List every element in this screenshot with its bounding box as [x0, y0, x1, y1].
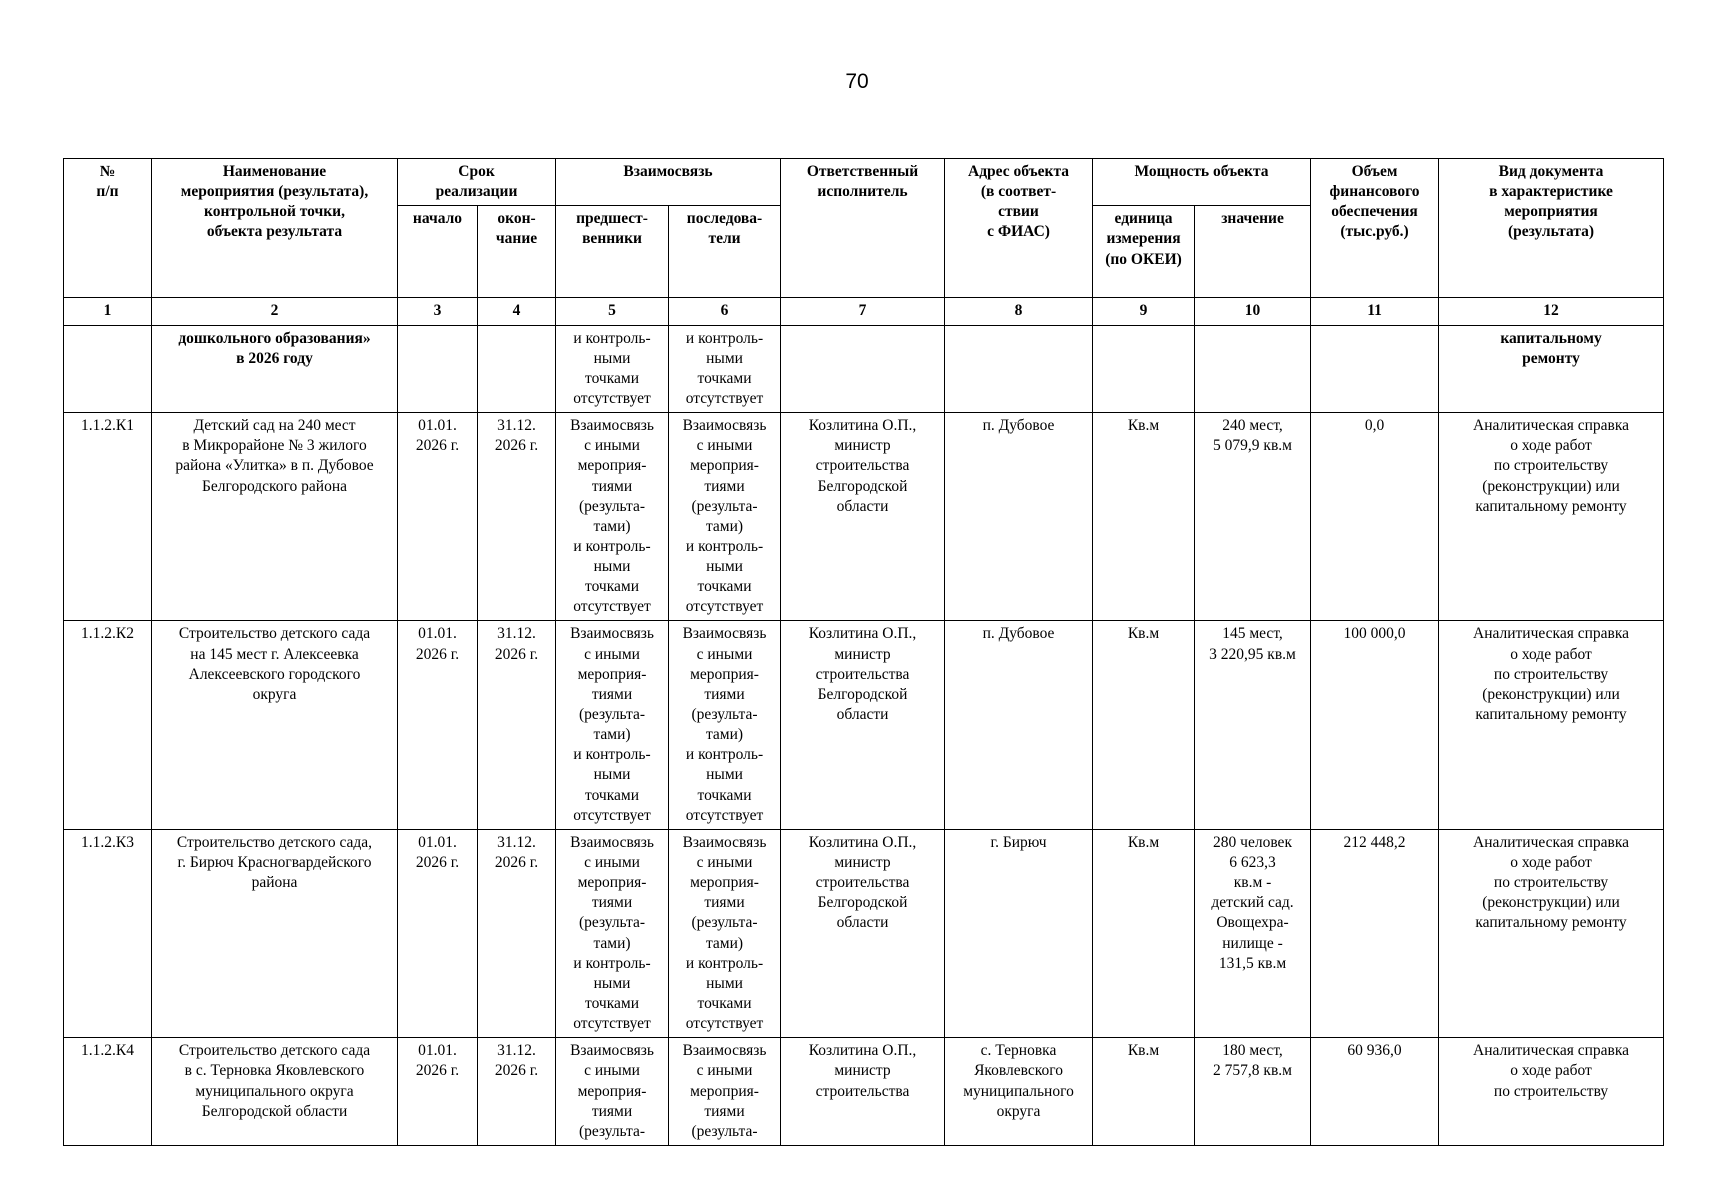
column-number-row — [64, 298, 1664, 325]
cell-unit: Кв.м — [1093, 413, 1195, 621]
cell-empty — [478, 325, 556, 413]
cell-document: Аналитическая справка о ходе работ по строительству (реконструкции) или капитальному ремонту — [1439, 829, 1664, 1037]
cell-end: 31.12. 2026 г. — [478, 413, 556, 621]
column-number: 8 — [945, 298, 1093, 325]
table-row — [64, 413, 1664, 621]
cell-prev: Взаимосвязь с иными мероприя- тиями (результа- — [556, 1038, 669, 1146]
cell-value: 280 человек 6 623,3 кв.м - детский сад. Овощехра- нилище - 131,5 кв.м — [1195, 829, 1311, 1037]
header-link-next: последова- тели — [669, 206, 781, 298]
cell-next: Взаимосвязь с иными мероприя- тиями (результа- тами) и контроль- ными точками отсутствует — [669, 621, 781, 829]
cell-finance: 212 448,2 — [1311, 829, 1439, 1037]
header-link: Взаимосвязь — [556, 159, 781, 206]
header-address: Адрес объекта (в соответ- ствии с ФИАС) — [945, 159, 1093, 298]
cell-empty — [1195, 325, 1311, 413]
column-number: 12 — [1439, 298, 1664, 325]
cell-finance: 0,0 — [1311, 413, 1439, 621]
header-power-value: значение — [1195, 206, 1311, 298]
header-finance: Объем финансового обеспечения (тыс.руб.) — [1311, 159, 1439, 298]
cell-empty — [64, 325, 152, 413]
cell-name: Строительство детского сада на 145 мест г. Алексеевка Алексеевского городского округа — [152, 621, 398, 829]
column-number: 4 — [478, 298, 556, 325]
cell-next: Взаимосвязь с иными мероприя- тиями (результа- тами) и контроль- ными точками отсутствует — [669, 413, 781, 621]
cell-end: 31.12. 2026 г. — [478, 1038, 556, 1146]
column-number: 6 — [669, 298, 781, 325]
cell-empty — [398, 325, 478, 413]
cell-empty — [1311, 325, 1439, 413]
header-link-prev: предшест- венники — [556, 206, 669, 298]
column-number: 9 — [1093, 298, 1195, 325]
table-row — [64, 829, 1664, 1037]
header-term-start: начало — [398, 206, 478, 298]
cell-name: Строительство детского сада, г. Бирюч Красногвардейского района — [152, 829, 398, 1037]
cell-next: Взаимосвязь с иными мероприя- тиями (результа- — [669, 1038, 781, 1146]
header-power: Мощность объекта — [1093, 159, 1311, 206]
cell-start: 01.01. 2026 г. — [398, 1038, 478, 1146]
cell-document: капитальному ремонту — [1439, 325, 1664, 413]
header-term: Срок реализации — [398, 159, 556, 206]
cell-responsible: Козлитина О.П., министр строительства — [781, 1038, 945, 1146]
cell-responsible: Козлитина О.П., министр строительства Белгородской области — [781, 413, 945, 621]
events-table — [63, 158, 1664, 1146]
header-power-unit: единица измерения (по ОКЕИ) — [1093, 206, 1195, 298]
cell-prev: Взаимосвязь с иными мероприя- тиями (результа- тами) и контроль- ными точками отсутствует — [556, 829, 669, 1037]
cell-unit: Кв.м — [1093, 621, 1195, 829]
cell-start: 01.01. 2026 г. — [398, 621, 478, 829]
header-term-end: окон- чание — [478, 206, 556, 298]
table-row — [64, 621, 1664, 829]
cell-number: 1.1.2.К1 — [64, 413, 152, 621]
cell-start: 01.01. 2026 г. — [398, 829, 478, 1037]
column-number: 5 — [556, 298, 669, 325]
table-row — [64, 1038, 1664, 1146]
column-number: 3 — [398, 298, 478, 325]
cell-finance: 60 936,0 — [1311, 1038, 1439, 1146]
header-responsible: Ответственный исполнитель — [781, 159, 945, 298]
cell-prev: Взаимосвязь с иными мероприя- тиями (результа- тами) и контроль- ными точками отсутствует — [556, 621, 669, 829]
cell-unit: Кв.м — [1093, 1038, 1195, 1146]
cell-empty — [1093, 325, 1195, 413]
cell-value: 180 мест, 2 757,8 кв.м — [1195, 1038, 1311, 1146]
table-header-row — [64, 159, 1664, 206]
column-number: 2 — [152, 298, 398, 325]
cell-prev: и контроль- ными точками отсутствует — [556, 325, 669, 413]
cell-start: 01.01. 2026 г. — [398, 413, 478, 621]
cell-end: 31.12. 2026 г. — [478, 621, 556, 829]
cell-name: Строительство детского сада в с. Терновка Яковлевского муниципального округа Белгородской области — [152, 1038, 398, 1146]
cell-finance: 100 000,0 — [1311, 621, 1439, 829]
cell-document: Аналитическая справка о ходе работ по строительству (реконструкции) или капитальному ремонту — [1439, 413, 1664, 621]
cell-empty — [945, 325, 1093, 413]
cell-document: Аналитическая справка о ходе работ по строительству — [1439, 1038, 1664, 1146]
header-document: Вид документа в характеристике мероприятия (результата) — [1439, 159, 1664, 298]
page-number: 70 — [845, 70, 869, 93]
column-number: 11 — [1311, 298, 1439, 325]
cell-address: г. Бирюч — [945, 829, 1093, 1037]
continuation-row — [64, 325, 1664, 413]
cell-name: дошкольного образования» в 2026 году — [152, 325, 398, 413]
cell-document: Аналитическая справка о ходе работ по строительству (реконструкции) или капитальному ремонту — [1439, 621, 1664, 829]
cell-value: 145 мест, 3 220,95 кв.м — [1195, 621, 1311, 829]
cell-number: 1.1.2.К2 — [64, 621, 152, 829]
column-number: 10 — [1195, 298, 1311, 325]
cell-next: и контроль- ными точками отсутствует — [669, 325, 781, 413]
cell-next: Взаимосвязь с иными мероприя- тиями (результа- тами) и контроль- ными точками отсутствует — [669, 829, 781, 1037]
header-name: Наименование мероприятия (результата), контрольной точки, объекта результата — [152, 159, 398, 298]
cell-prev: Взаимосвязь с иными мероприя- тиями (результа- тами) и контроль- ными точками отсутствует — [556, 413, 669, 621]
column-number: 1 — [64, 298, 152, 325]
cell-address: с. Терновка Яковлевского муниципального округа — [945, 1038, 1093, 1146]
cell-empty — [781, 325, 945, 413]
cell-responsible: Козлитина О.П., министр строительства Белгородской области — [781, 829, 945, 1037]
cell-name: Детский сад на 240 мест в Микрорайоне № 3 жилого района «Улитка» в п. Дубовое Белгородского района — [152, 413, 398, 621]
cell-number: 1.1.2.К3 — [64, 829, 152, 1037]
column-number: 7 — [781, 298, 945, 325]
cell-address: п. Дубовое — [945, 413, 1093, 621]
cell-unit: Кв.м — [1093, 829, 1195, 1037]
cell-value: 240 мест, 5 079,9 кв.м — [1195, 413, 1311, 621]
cell-end: 31.12. 2026 г. — [478, 829, 556, 1037]
cell-number: 1.1.2.К4 — [64, 1038, 152, 1146]
header-number: № п/п — [64, 159, 152, 298]
cell-address: п. Дубовое — [945, 621, 1093, 829]
cell-responsible: Козлитина О.П., министр строительства Белгородской области — [781, 621, 945, 829]
